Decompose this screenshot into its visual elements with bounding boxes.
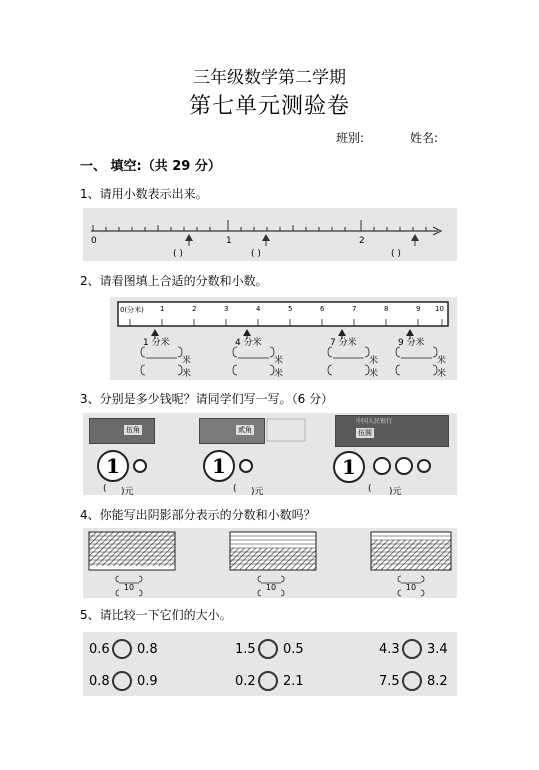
arrow-label-4: 9 分米 [398,338,425,348]
compare-left: 7.5 [379,674,400,689]
unit-label: 米 [274,369,284,379]
coin-digit: 1 [212,454,226,478]
tick-label-1: 1 [226,236,232,246]
compare-circle[interactable] [402,639,422,659]
compare-left: 1.5 [235,642,256,657]
coin-small [417,459,431,473]
yuan-unit: )元 [121,487,134,497]
money-figure [83,413,457,495]
compare-circle[interactable] [258,671,278,691]
arrow-label-3: 7 分米 [330,338,357,348]
bill-top-text: 中国人民银行 [356,418,393,425]
banknote-2jiao [199,418,265,444]
banknote-5jiao [89,418,155,444]
answer-blank-2[interactable]: ( ) [251,249,261,259]
ruler-label-2: 2 [192,305,197,313]
ruler-label-5: 5 [288,305,293,313]
unit-label: 米 [369,356,379,366]
coin-medium [395,457,413,475]
denominator: 10 [405,583,417,592]
blank-bill-outline [266,418,306,442]
ruler-figure [110,297,457,380]
coin-medium [373,457,391,475]
question-1: 1、请用小数表示出来。 [80,187,208,201]
ruler-label-3: 3 [224,305,229,313]
coin-small [133,459,147,473]
paren-open: ( [368,484,372,494]
bill-label: 伍圆 [358,429,372,437]
class-label: 班别: [336,131,365,145]
coin-1-yuan [203,450,235,482]
bill-label: 伍角 [126,426,140,434]
answer-blank-3[interactable]: ( ) [391,249,401,259]
ruler-label-4: 4 [256,305,261,313]
unit-label: 米 [182,356,192,366]
compare-circle[interactable] [258,639,278,659]
yuan-unit: )元 [389,487,402,497]
bill-label: 贰角 [238,426,252,434]
compare-left: 4.3 [379,642,400,657]
compare-right: 0.8 [137,642,158,657]
ruler-label-9: 9 [416,305,421,313]
coin-1-yuan [97,450,129,482]
ruler-label-7: 7 [352,305,357,313]
unit-label: 米 [274,356,284,366]
compare-circle[interactable] [112,671,132,691]
question-4: 4、你能写出阴影部分表示的分数和小数吗？ [80,508,316,522]
coin-1-yuan [333,451,365,483]
compare-right: 8.2 [427,674,448,689]
yuan-unit: )元 [251,487,264,497]
ruler-label-1: 1 [160,305,165,313]
coin-small [239,459,253,473]
banknote-5yuan [335,415,449,447]
number-line [83,208,457,261]
tick-label-2: 2 [359,236,365,246]
compare-circle[interactable] [402,671,422,691]
unit-label: 米 [369,369,379,379]
ruler-label-6: 6 [320,305,325,313]
question-2: 2、请看图填上合适的分数和小数。 [80,274,268,288]
compare-right: 3.4 [427,642,448,657]
compare-right: 0.9 [137,674,158,689]
shaded-bars-figure [83,528,457,598]
compare-left: 0.6 [89,642,110,657]
compare-left: 0.8 [89,674,110,689]
unit-label: 米 [182,369,192,379]
compare-right: 0.5 [283,642,304,657]
ruler-label-8: 8 [384,305,389,313]
arrow-label-2: 4 分米 [235,338,262,348]
paren-open: ( [233,484,237,494]
number-line-figure [83,208,457,261]
compare-circle[interactable] [112,639,132,659]
unit-label: 米 [437,369,447,379]
coin-digit: 1 [106,454,120,478]
unit-label: 米 [437,356,447,366]
paper-title: 三年级数学第二学期 [193,68,346,88]
question-5: 5、请比较一下它们的大小。 [80,608,232,622]
compare-left: 0.2 [235,674,256,689]
ruler-label-0: 0(分米) [120,306,144,314]
arrow-label-1: 1 分米 [143,338,170,348]
denominator: 10 [265,583,277,592]
coin-digit: 1 [342,455,356,479]
compare-right: 2.1 [283,674,304,689]
comparison-figure [83,632,457,696]
denominator: 10 [123,583,135,592]
ruler-label-10: 10 [435,305,444,313]
section-heading: 一、 填空:（共 29 分） [80,159,221,174]
paren-open: ( [103,484,107,494]
question-3: 3、分别是多少钱呢？请同学们写一写。（6 分） [80,392,334,406]
name-label: 姓名: [410,131,439,145]
paper-subtitle: 第七单元测验卷 [188,94,350,119]
answer-blank-1[interactable]: ( ) [173,249,183,259]
tick-label-0: 0 [91,236,97,246]
